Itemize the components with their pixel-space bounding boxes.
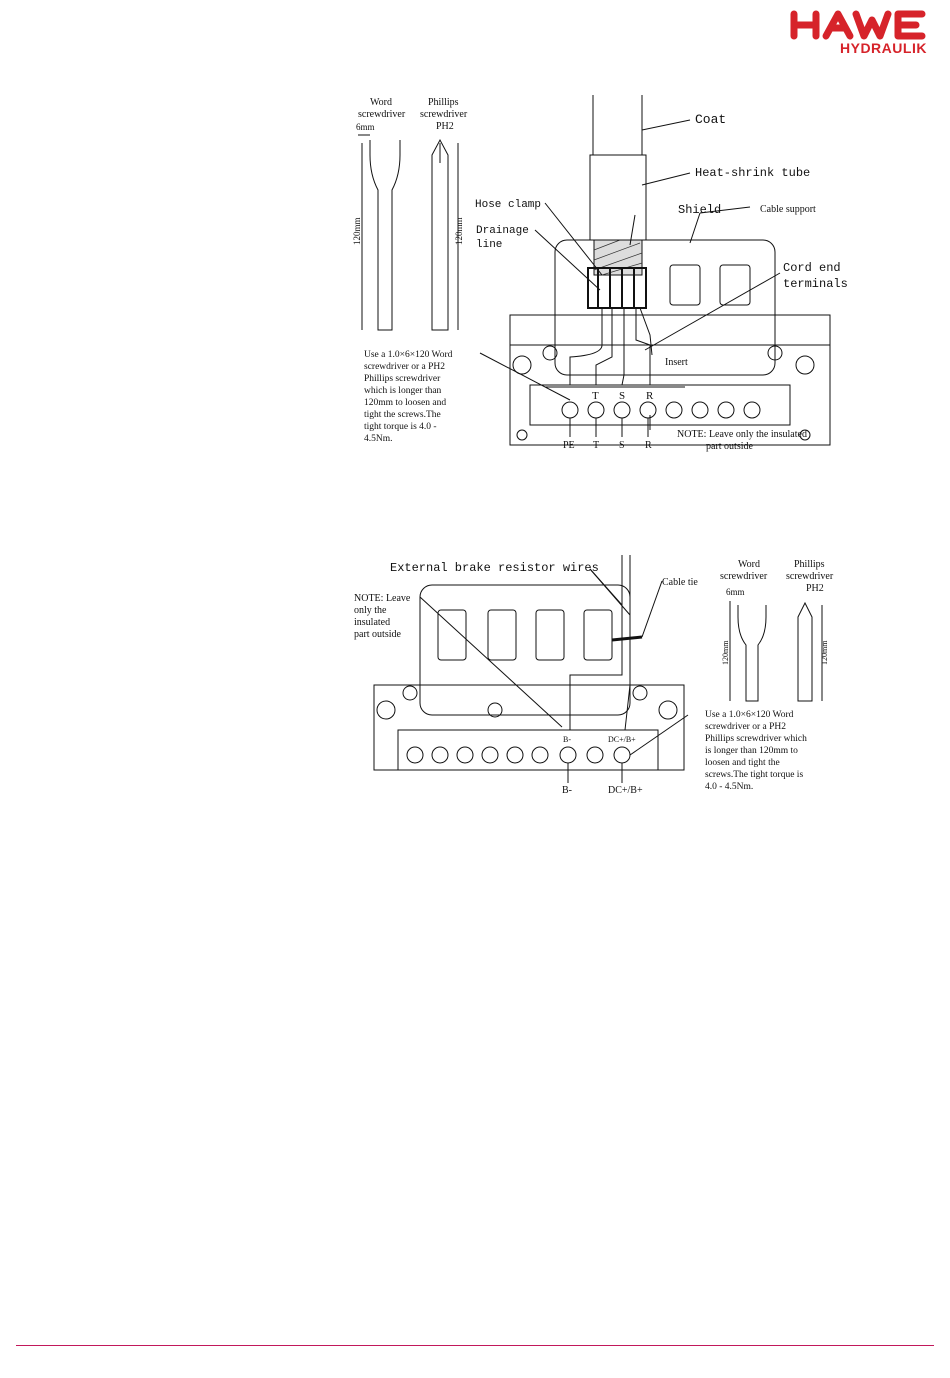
fig1-phillips-label3: PH2 xyxy=(436,121,454,132)
fig2-phillips-label3: PH2 xyxy=(806,583,824,594)
fig1-cable-support-label: Cable support xyxy=(760,204,816,215)
fig1-cord-end: Cord end xyxy=(783,261,841,275)
fig1-word-label2: screwdriver xyxy=(358,109,406,120)
fig1-len-right: 120mm xyxy=(454,217,464,245)
fig1-phillips-label: Phillips xyxy=(428,97,459,108)
fig1-word-label: Word xyxy=(370,97,392,108)
fig1-len-left: 120mm xyxy=(352,217,362,245)
fig2-6mm: 6mm xyxy=(726,587,745,597)
footer-divider xyxy=(16,1345,934,1346)
fig2-b-minus-bottom: B- xyxy=(562,785,572,796)
svg-text:is longer than 120mm to: is longer than 120mm to xyxy=(705,746,798,756)
svg-text:screws.The tight torque is: screws.The tight torque is xyxy=(705,770,804,780)
svg-text:120mm to loosen and: 120mm to loosen and xyxy=(364,398,447,408)
fig1-coat: Coat xyxy=(695,112,727,127)
fig1-6mm: 6mm xyxy=(356,122,375,132)
fig2-body xyxy=(374,585,684,770)
svg-text:4.5Nm.: 4.5Nm. xyxy=(364,434,393,444)
svg-text:Use a 1.0×6×120 Word: Use a 1.0×6×120 Word xyxy=(705,710,794,720)
fig2-dc-bottom: DC+/B+ xyxy=(608,785,643,796)
fig2-phillips-screwdriver-icon xyxy=(798,603,822,701)
svg-text:NOTE: Leave: NOTE: Leave xyxy=(354,593,411,604)
svg-text:which is longer than: which is longer than xyxy=(364,386,442,396)
fig1-word-screwdriver-icon xyxy=(358,135,400,330)
fig2-len-right: 120mm xyxy=(820,640,829,665)
figure-1-wiring-diagram xyxy=(340,95,860,465)
svg-text:Use a 1.0×6×120 Word: Use a 1.0×6×120 Word xyxy=(364,350,453,360)
svg-text:only the: only the xyxy=(354,605,387,616)
fig2-phillips-label: Phillips xyxy=(794,559,825,570)
svg-text:tight the screws.The: tight the screws.The xyxy=(364,410,441,420)
fig2-phillips-label2: screwdriver xyxy=(786,571,834,582)
fig1-phillips-label2: screwdriver xyxy=(420,109,468,120)
fig2-cable-tie: Cable tie xyxy=(662,577,698,588)
fig1-drainage: Drainage xyxy=(476,225,529,237)
fig1-hose-clamp: Hose clamp xyxy=(475,199,542,211)
fig2-use-note xyxy=(705,710,807,792)
fig2-word-screwdriver-icon xyxy=(730,601,766,701)
fig1-cord-end2: terminals xyxy=(783,277,848,291)
svg-text:insulated: insulated xyxy=(354,617,391,628)
fig1-shield: Shield xyxy=(678,203,722,217)
svg-text:part outside: part outside xyxy=(354,629,401,640)
fig2-ext-brake: External brake resistor wires xyxy=(390,561,599,575)
brand-sub: HYDRAULIK xyxy=(840,40,927,56)
fig2-wires xyxy=(570,555,642,730)
fig1-drainage2: line xyxy=(476,239,503,251)
svg-text:4.0 - 4.5Nm.: 4.0 - 4.5Nm. xyxy=(705,782,754,792)
fig1-leave-note-1: NOTE: Leave only the insulated xyxy=(677,429,807,440)
fig2-dc-top: DC+/B+ xyxy=(608,735,636,744)
fig2-len-left: 120mm xyxy=(721,640,730,665)
fig1-insert: Insert xyxy=(665,357,688,368)
fig1-term-r: R xyxy=(645,440,652,451)
svg-text:loosen and tight the: loosen and tight the xyxy=(705,758,780,768)
svg-text:Phillips screwdriver: Phillips screwdriver xyxy=(364,374,441,384)
fig1-term-t: T xyxy=(593,440,600,451)
fig1-term-top-r: R xyxy=(646,390,654,402)
fig1-heat-shrink: Heat-shrink tube xyxy=(695,166,811,180)
fig1-screws xyxy=(513,346,814,440)
fig1-term-top-s: S xyxy=(619,390,626,402)
fig2-word-label: Word xyxy=(738,559,760,570)
svg-text:screwdriver or a PH2: screwdriver or a PH2 xyxy=(364,362,445,372)
fig1-term-s: S xyxy=(619,440,625,451)
figure-2-brake-resistor-diagram xyxy=(350,555,850,805)
fig2-leave-note xyxy=(354,593,411,640)
fig1-use-note xyxy=(364,350,453,444)
fig1-term-pe: PE xyxy=(563,440,575,451)
fig2-word-label2: screwdriver xyxy=(720,571,768,582)
fig1-term-top-t: T xyxy=(592,390,599,402)
fig2-terminal-arrows xyxy=(568,763,622,783)
fig1-leave-note-2: part outside xyxy=(706,441,753,452)
svg-text:Phillips screwdriver which: Phillips screwdriver which xyxy=(705,734,807,744)
svg-text:tight torque is 4.0 -: tight torque is 4.0 - xyxy=(364,422,437,432)
fig1-wires xyxy=(570,308,652,385)
fig2-screws xyxy=(377,686,677,763)
fig1-base xyxy=(510,315,830,445)
fig1-terminal-arrows xyxy=(570,418,648,437)
svg-text:screwdriver or a PH2: screwdriver or a PH2 xyxy=(705,722,786,732)
fig2-b-minus-top: B- xyxy=(563,735,571,744)
fig2-callout-lines xyxy=(420,569,688,755)
